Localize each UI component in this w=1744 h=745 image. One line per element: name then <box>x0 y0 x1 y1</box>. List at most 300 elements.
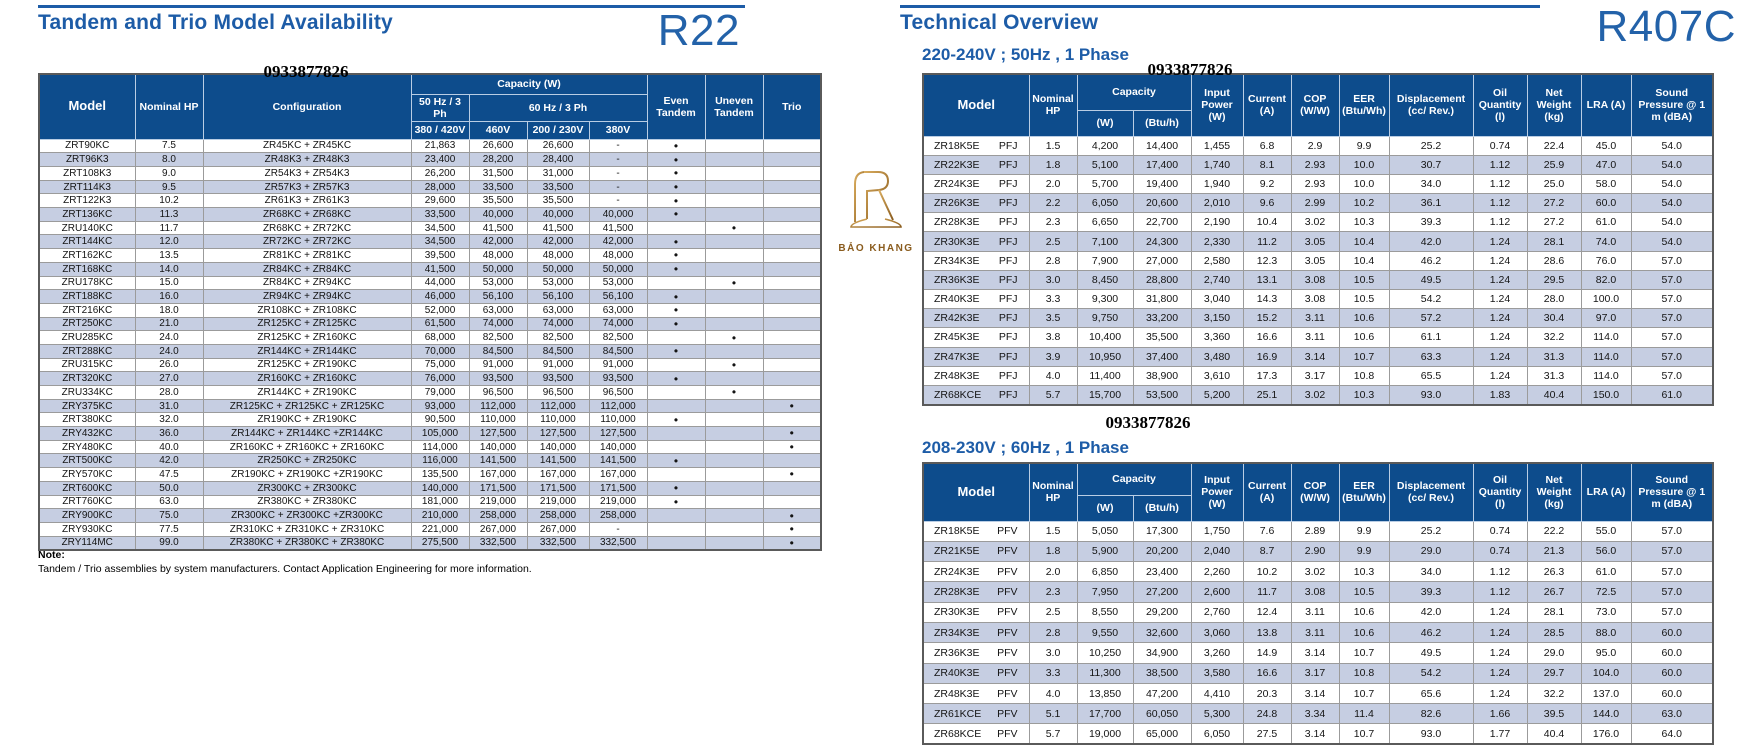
cell-nominal-hp: 3.3 <box>1029 663 1077 683</box>
cell-nominal-hp: 13.5 <box>135 249 203 263</box>
cell-current: 25.1 <box>1243 385 1291 404</box>
table-row <box>39 262 821 276</box>
cell-capacity-btuh: 17,300 <box>1133 521 1191 541</box>
cell-capacity-btuh: 53,500 <box>1133 385 1191 404</box>
cell-lra: 88.0 <box>1581 622 1631 642</box>
cell-capacity-w: 7,950 <box>1077 582 1133 602</box>
tandem-trio-availability-table <box>38 73 822 551</box>
model-variant: PFJ <box>998 177 1018 190</box>
cell-current: 13.8 <box>1243 622 1291 642</box>
model-variant: PFV <box>997 545 1018 558</box>
cell-capacity-380v: 91,000 <box>589 358 647 372</box>
cell-capacity-380-420v: 181,000 <box>411 495 469 509</box>
cell-lra: 47.0 <box>1581 155 1631 174</box>
cell-configuration: ZR54K3 + ZR54K3 <box>203 167 411 181</box>
cell-nominal-hp: 9.0 <box>135 167 203 181</box>
cell-trio <box>763 386 821 400</box>
refrigerant-label-r22: R22 <box>657 6 740 55</box>
cell-trio <box>763 249 821 263</box>
cell-capacity-380-420v: 21,863 <box>411 139 469 153</box>
cell-cop: 3.11 <box>1291 622 1339 642</box>
cell-capacity-460v: 40,000 <box>469 208 527 222</box>
cell-uneven-tandem <box>705 249 763 263</box>
cell-capacity-200-230v: 171,500 <box>527 481 589 495</box>
cell-lra: 60.0 <box>1581 194 1631 213</box>
cell-net-weight: 26.3 <box>1527 562 1581 582</box>
cell-even-tandem: • <box>647 180 705 194</box>
cell-cop: 3.14 <box>1291 643 1339 663</box>
cell-eer: 10.7 <box>1339 347 1389 366</box>
cell-capacity-200-230v: 91,000 <box>527 358 589 372</box>
cell-net-weight: 21.3 <box>1527 541 1581 561</box>
cell-capacity-200-230v: 258,000 <box>527 509 589 523</box>
cell-displacement: 25.2 <box>1389 521 1473 541</box>
cell-oil-quantity: 1.12 <box>1473 213 1527 232</box>
cell-nominal-hp: 11.7 <box>135 221 203 235</box>
cell-capacity-200-230v: 84,500 <box>527 344 589 358</box>
cell-capacity-200-230v: 140,000 <box>527 440 589 454</box>
cell-capacity-380-420v: 23,400 <box>411 153 469 167</box>
cell-capacity-btuh: 20,600 <box>1133 194 1191 213</box>
cell-uneven-tandem <box>705 139 763 153</box>
table-row <box>39 481 821 495</box>
cell-configuration: ZR300KC + ZR300KC +ZR300KC <box>203 509 411 523</box>
table-row <box>39 290 821 304</box>
cell-configuration: ZR68KC + ZR72KC <box>203 221 411 235</box>
cell-model: ZRT380KC <box>39 413 135 427</box>
cell-model: ZRU178KC <box>39 276 135 290</box>
cell-oil-quantity: 1.24 <box>1473 643 1527 663</box>
cell-oil-quantity: 1.24 <box>1473 232 1527 251</box>
cell-capacity-w: 15,700 <box>1077 385 1133 404</box>
col-header-460v: 460V <box>469 121 527 139</box>
cell-capacity-w: 8,450 <box>1077 270 1133 289</box>
cell-oil-quantity: 1.24 <box>1473 328 1527 347</box>
table-row <box>39 249 821 263</box>
cell-capacity-200-230v: 48,000 <box>527 249 589 263</box>
cell-cop: 3.02 <box>1291 385 1339 404</box>
cell-displacement: 39.3 <box>1389 582 1473 602</box>
cell-displacement: 49.5 <box>1389 270 1473 289</box>
table-row <box>923 213 1713 232</box>
cell-model: ZRT96K3 <box>39 153 135 167</box>
right-page-title: Technical Overview <box>900 11 1099 34</box>
cell-input-power: 5,300 <box>1191 704 1243 724</box>
cell-capacity-460v: 56,100 <box>469 290 527 304</box>
cell-capacity-w: 6,650 <box>1077 213 1133 232</box>
table-row <box>923 704 1713 724</box>
cell-net-weight: 28.0 <box>1527 290 1581 309</box>
cell-configuration: ZR94KC + ZR94KC <box>203 290 411 304</box>
cell-cop: 3.02 <box>1291 562 1339 582</box>
cell-lra: 55.0 <box>1581 521 1631 541</box>
cell-capacity-380-420v: 61,500 <box>411 317 469 331</box>
cell-displacement: 30.7 <box>1389 155 1473 174</box>
model-variant: PFJ <box>998 388 1018 401</box>
col-header-50hz: 50 Hz / 3 Ph <box>411 94 469 121</box>
technical-overview-table-60hz <box>922 462 1714 745</box>
col-header-btuh: (Btu/h) <box>1133 110 1191 136</box>
table-row <box>39 317 821 331</box>
cell-uneven-tandem <box>705 194 763 208</box>
cell-model <box>923 347 1029 366</box>
cell-model: ZRT216KC <box>39 303 135 317</box>
cell-cop: 3.14 <box>1291 683 1339 703</box>
cell-uneven-tandem <box>705 303 763 317</box>
technical-overview-table-50hz <box>922 73 1714 406</box>
model-code: ZR48K3E <box>934 687 980 700</box>
cell-nominal-hp: 3.5 <box>1029 309 1077 328</box>
cell-model: ZRT136KC <box>39 208 135 222</box>
cell-displacement: 61.1 <box>1389 328 1473 347</box>
cell-oil-quantity: 0.74 <box>1473 521 1527 541</box>
cell-current: 14.9 <box>1243 643 1291 663</box>
cell-lra: 95.0 <box>1581 643 1631 663</box>
cell-sound-pressure: 57.0 <box>1631 366 1713 385</box>
cell-model: ZRT90KC <box>39 139 135 153</box>
col-header-nominal-hp: Nominal HP <box>1029 74 1077 136</box>
cell-uneven-tandem <box>705 372 763 386</box>
cell-nominal-hp: 26.0 <box>135 358 203 372</box>
cell-input-power: 2,260 <box>1191 562 1243 582</box>
cell-capacity-380v: 96,500 <box>589 386 647 400</box>
cell-eer: 10.8 <box>1339 366 1389 385</box>
model-code: ZR22K3E <box>934 158 980 171</box>
cell-input-power: 3,610 <box>1191 366 1243 385</box>
cell-nominal-hp: 3.8 <box>1029 328 1077 347</box>
cell-model <box>923 213 1029 232</box>
cell-uneven-tandem <box>705 317 763 331</box>
cell-capacity-460v: 42,000 <box>469 235 527 249</box>
cell-oil-quantity: 1.24 <box>1473 663 1527 683</box>
table-row <box>39 413 821 427</box>
cell-input-power: 2,580 <box>1191 251 1243 270</box>
cell-nominal-hp: 36.0 <box>135 427 203 441</box>
cell-capacity-btuh: 65,000 <box>1133 724 1191 744</box>
cell-current: 17.3 <box>1243 366 1291 385</box>
cell-displacement: 29.0 <box>1389 541 1473 561</box>
cell-sound-pressure: 60.0 <box>1631 622 1713 642</box>
cell-eer: 10.5 <box>1339 582 1389 602</box>
cell-configuration: ZR144KC + ZR190KC <box>203 386 411 400</box>
cell-input-power: 1,940 <box>1191 174 1243 193</box>
technical-table-body-60hz <box>923 521 1713 744</box>
cell-model <box>923 521 1029 541</box>
cell-sound-pressure: 60.0 <box>1631 643 1713 663</box>
table-row <box>39 427 821 441</box>
cell-even-tandem: • <box>647 208 705 222</box>
cell-sound-pressure: 57.0 <box>1631 347 1713 366</box>
cell-capacity-btuh: 60,050 <box>1133 704 1191 724</box>
model-code: ZR61KCE <box>934 707 982 720</box>
cell-model: ZRT108K3 <box>39 167 135 181</box>
cell-capacity-380v: 50,000 <box>589 262 647 276</box>
cell-cop: 2.89 <box>1291 521 1339 541</box>
col-header-cop: COP (W/W) <box>1291 463 1339 521</box>
cell-capacity-btuh: 35,500 <box>1133 328 1191 347</box>
cell-uneven-tandem: • <box>705 358 763 372</box>
cell-nominal-hp: 2.0 <box>1029 562 1077 582</box>
cell-input-power: 5,200 <box>1191 385 1243 404</box>
cell-eer: 9.9 <box>1339 541 1389 561</box>
cell-input-power: 3,150 <box>1191 309 1243 328</box>
cell-capacity-380v: 53,000 <box>589 276 647 290</box>
cell-sound-pressure: 57.0 <box>1631 309 1713 328</box>
cell-configuration: ZR125KC + ZR160KC <box>203 331 411 345</box>
table-row <box>923 328 1713 347</box>
technical-table-body-50hz <box>923 136 1713 405</box>
cell-eer: 10.6 <box>1339 622 1389 642</box>
note-label: Note: <box>38 549 65 561</box>
model-code: ZR36K3E <box>934 273 980 286</box>
cell-capacity-380-420v: 26,200 <box>411 167 469 181</box>
cell-capacity-460v: 332,500 <box>469 536 527 550</box>
model-code: ZR47K3E <box>934 350 980 363</box>
cell-even-tandem <box>647 358 705 372</box>
cell-trio: • <box>763 536 821 550</box>
cell-even-tandem: • <box>647 262 705 276</box>
cell-capacity-btuh: 27,200 <box>1133 582 1191 602</box>
cell-current: 9.6 <box>1243 194 1291 213</box>
cell-model <box>923 174 1029 193</box>
cell-cop: 3.17 <box>1291 366 1339 385</box>
cell-trio: • <box>763 468 821 482</box>
col-header-cop: COP (W/W) <box>1291 74 1339 136</box>
cell-nominal-hp: 2.5 <box>1029 602 1077 622</box>
left-page-title: Tandem and Trio Model Availability <box>38 11 393 34</box>
cell-cop: 2.99 <box>1291 194 1339 213</box>
cell-capacity-460v: 50,000 <box>469 262 527 276</box>
model-variant: PFJ <box>998 235 1018 248</box>
cell-lra: 104.0 <box>1581 663 1631 683</box>
cell-net-weight: 27.2 <box>1527 213 1581 232</box>
cell-even-tandem: • <box>647 413 705 427</box>
cell-sound-pressure: 57.0 <box>1631 328 1713 347</box>
cell-even-tandem: • <box>647 249 705 263</box>
col-header-watts: (W) <box>1077 495 1133 521</box>
table-row <box>923 194 1713 213</box>
cell-nominal-hp: 3.0 <box>1029 643 1077 663</box>
cell-nominal-hp: 15.0 <box>135 276 203 290</box>
cell-net-weight: 29.5 <box>1527 270 1581 289</box>
cell-eer: 10.6 <box>1339 328 1389 347</box>
cell-capacity-380-420v: 70,000 <box>411 344 469 358</box>
cell-configuration: ZR125KC + ZR125KC + ZR125KC <box>203 399 411 413</box>
cell-trio <box>763 317 821 331</box>
cell-model <box>923 704 1029 724</box>
cell-oil-quantity: 1.24 <box>1473 683 1527 703</box>
cell-current: 15.2 <box>1243 309 1291 328</box>
cell-input-power: 4,410 <box>1191 683 1243 703</box>
model-code: ZR21K5E <box>934 545 980 558</box>
cell-sound-pressure: 63.0 <box>1631 704 1713 724</box>
cell-even-tandem: • <box>647 454 705 468</box>
col-header-oil-quantity: Oil Quantity (l) <box>1473 463 1527 521</box>
cell-net-weight: 29.0 <box>1527 643 1581 663</box>
cell-nominal-hp: 1.8 <box>1029 541 1077 561</box>
cell-even-tandem: • <box>647 303 705 317</box>
cell-uneven-tandem <box>705 481 763 495</box>
cell-uneven-tandem <box>705 454 763 468</box>
table-row <box>923 155 1713 174</box>
cell-model: ZRT188KC <box>39 290 135 304</box>
model-code: ZR48K3E <box>934 369 980 382</box>
cell-capacity-200-230v: 141,500 <box>527 454 589 468</box>
cell-oil-quantity: 0.74 <box>1473 541 1527 561</box>
cell-eer: 10.3 <box>1339 562 1389 582</box>
cell-cop: 3.02 <box>1291 213 1339 232</box>
cell-configuration: ZR84KC + ZR94KC <box>203 276 411 290</box>
model-variant: PFJ <box>998 254 1018 267</box>
cell-cop: 3.11 <box>1291 328 1339 347</box>
cell-displacement: 42.0 <box>1389 602 1473 622</box>
cell-eer: 10.7 <box>1339 643 1389 663</box>
cell-capacity-460v: 31,500 <box>469 167 527 181</box>
cell-capacity-460v: 167,000 <box>469 468 527 482</box>
cell-model: ZRU334KC <box>39 386 135 400</box>
model-variant: PFJ <box>998 312 1018 325</box>
model-code: ZR68KCE <box>934 727 982 740</box>
cell-trio <box>763 481 821 495</box>
col-header-even-tandem: Even Tandem <box>647 74 705 139</box>
cell-net-weight: 28.6 <box>1527 251 1581 270</box>
cell-capacity-380-420v: 90,500 <box>411 413 469 427</box>
cell-capacity-btuh: 19,400 <box>1133 174 1191 193</box>
cell-configuration: ZR45KC + ZR45KC <box>203 139 411 153</box>
model-code: ZR28K3E <box>934 586 980 599</box>
cell-capacity-380-420v: 275,500 <box>411 536 469 550</box>
cell-net-weight: 28.1 <box>1527 602 1581 622</box>
table-row <box>923 602 1713 622</box>
cell-eer: 10.0 <box>1339 174 1389 193</box>
refrigerant-label-r407c: R407C <box>1596 2 1736 51</box>
cell-capacity-200-230v: 127,500 <box>527 427 589 441</box>
model-code: ZR36K3E <box>934 646 980 659</box>
cell-even-tandem <box>647 276 705 290</box>
model-code: ZR26K3E <box>934 197 980 210</box>
cell-capacity-200-230v: 267,000 <box>527 522 589 536</box>
cell-capacity-200-230v: 42,000 <box>527 235 589 249</box>
cell-capacity-380-420v: 93,000 <box>411 399 469 413</box>
cell-capacity-460v: 28,200 <box>469 153 527 167</box>
cell-uneven-tandem <box>705 180 763 194</box>
cell-model <box>923 724 1029 744</box>
cell-capacity-380v: 171,500 <box>589 481 647 495</box>
cell-capacity-380v: 48,000 <box>589 249 647 263</box>
cell-eer: 10.5 <box>1339 270 1389 289</box>
table-row <box>923 251 1713 270</box>
cell-trio: • <box>763 427 821 441</box>
cell-nominal-hp: 2.0 <box>1029 174 1077 193</box>
cell-trio <box>763 180 821 194</box>
cell-even-tandem: • <box>647 194 705 208</box>
cell-capacity-460v: 219,000 <box>469 495 527 509</box>
cell-capacity-w: 9,750 <box>1077 309 1133 328</box>
cell-even-tandem: • <box>647 235 705 249</box>
cell-cop: 3.11 <box>1291 309 1339 328</box>
col-header-model: Model <box>923 463 1029 521</box>
cell-nominal-hp: 4.0 <box>1029 683 1077 703</box>
table-row <box>923 290 1713 309</box>
table-row <box>923 174 1713 193</box>
cell-capacity-w: 5,900 <box>1077 541 1133 561</box>
cell-configuration: ZR84KC + ZR84KC <box>203 262 411 276</box>
cell-capacity-460v: 93,500 <box>469 372 527 386</box>
cell-sound-pressure: 60.0 <box>1631 683 1713 703</box>
cell-capacity-w: 10,950 <box>1077 347 1133 366</box>
table-row <box>923 683 1713 703</box>
cell-capacity-btuh: 20,200 <box>1133 541 1191 561</box>
cell-displacement: 42.0 <box>1389 232 1473 251</box>
model-code: ZR30K3E <box>934 606 980 619</box>
cell-trio <box>763 276 821 290</box>
cell-sound-pressure: 57.0 <box>1631 602 1713 622</box>
cell-input-power: 3,360 <box>1191 328 1243 347</box>
cell-even-tandem: • <box>647 139 705 153</box>
cell-input-power: 1,740 <box>1191 155 1243 174</box>
cell-configuration: ZR68KC + ZR68KC <box>203 208 411 222</box>
col-header-configuration: Configuration <box>203 74 411 139</box>
cell-capacity-w: 13,850 <box>1077 683 1133 703</box>
cell-uneven-tandem: • <box>705 386 763 400</box>
cell-net-weight: 28.5 <box>1527 622 1581 642</box>
cell-capacity-200-230v: 112,000 <box>527 399 589 413</box>
cell-eer: 9.9 <box>1339 521 1389 541</box>
cell-lra: 58.0 <box>1581 174 1631 193</box>
cell-current: 14.3 <box>1243 290 1291 309</box>
cell-cop: 3.08 <box>1291 582 1339 602</box>
cell-model: ZRT168KC <box>39 262 135 276</box>
cell-current: 20.3 <box>1243 683 1291 703</box>
table-row <box>923 724 1713 744</box>
cell-current: 7.6 <box>1243 521 1291 541</box>
model-code: ZR42K3E <box>934 312 980 325</box>
cell-capacity-460v: 127,500 <box>469 427 527 441</box>
cell-uneven-tandem <box>705 235 763 249</box>
model-variant: PFV <box>997 525 1018 538</box>
table-row <box>923 232 1713 251</box>
cell-input-power: 2,040 <box>1191 541 1243 561</box>
model-variant: PFJ <box>998 139 1018 152</box>
cell-sound-pressure: 57.0 <box>1631 521 1713 541</box>
table-row <box>39 522 821 536</box>
cell-capacity-btuh: 29,200 <box>1133 602 1191 622</box>
cell-capacity-btuh: 34,900 <box>1133 643 1191 663</box>
cell-cop: 3.05 <box>1291 232 1339 251</box>
col-header-net-weight: Net Weight (kg) <box>1527 74 1581 136</box>
cell-trio: • <box>763 399 821 413</box>
cell-lra: 114.0 <box>1581 347 1631 366</box>
cell-displacement: 93.0 <box>1389 724 1473 744</box>
table-row <box>39 153 821 167</box>
cell-oil-quantity: 1.24 <box>1473 270 1527 289</box>
cell-capacity-w: 17,700 <box>1077 704 1133 724</box>
cell-net-weight: 25.0 <box>1527 174 1581 193</box>
cell-cop: 3.08 <box>1291 290 1339 309</box>
model-variant: PFV <box>997 667 1018 680</box>
cell-eer: 10.5 <box>1339 290 1389 309</box>
cell-uneven-tandem <box>705 522 763 536</box>
cell-uneven-tandem <box>705 208 763 222</box>
cell-trio <box>763 331 821 345</box>
cell-capacity-w: 5,050 <box>1077 521 1133 541</box>
cell-cop: 3.17 <box>1291 663 1339 683</box>
table-row <box>923 309 1713 328</box>
col-header-current: Current (A) <box>1243 463 1291 521</box>
model-variant: PFJ <box>998 158 1018 171</box>
cell-configuration: ZR160KC + ZR160KC <box>203 372 411 386</box>
cell-input-power: 2,010 <box>1191 194 1243 213</box>
